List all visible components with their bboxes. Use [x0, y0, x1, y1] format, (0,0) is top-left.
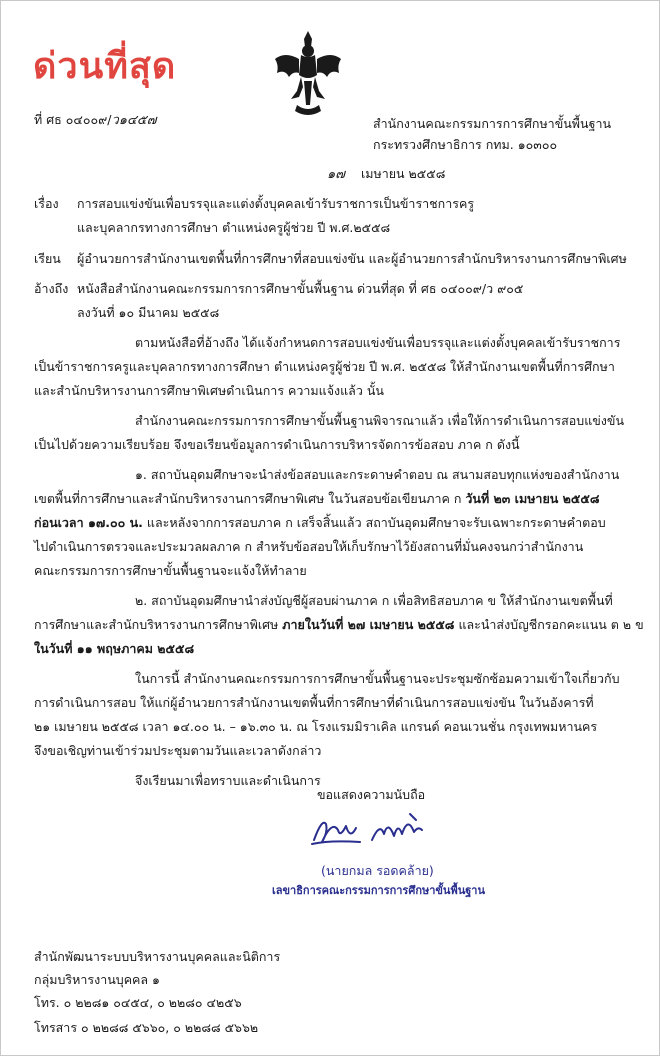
sender-office: สำนักงานคณะกรรมการการศึกษาขั้นพื้นฐาน — [373, 116, 612, 131]
item1-line-4: ไปดำเนินการตรวจและประมวลผลภาค ก สำหรับข้อสอบให้เก็บรักษาไว้ยังสถานที่มั่นคงจนกว่าสำนักงาน — [34, 539, 584, 554]
body-p3-line-2: การดำเนินการสอบ ให้แก่ผู้อำนวยการสำนักงานเขตพื้นที่การศึกษาที่ดำเนินการสอบแข่งขัน ในวันอังคารที่ — [34, 695, 594, 710]
body-p3-line-3: ๒๑ เมษายน ๒๕๕๘ เวลา ๑๔.๐๐ น. – ๑๖.๓๐ น. ณ โรงแรมมิราเคิล แกรนด์ คอนเวนชั่น กรุงเทพมหานคร — [34, 719, 598, 734]
date-day: ๑๗ — [327, 167, 346, 182]
item2-deadline: ภายในวันที่ ๒๗ เมษายน ๒๕๕๘ — [282, 617, 455, 632]
subject-line-2: และบุคลากรทางการศึกษา ตำแหน่งครูผู้ช่วย ปี พ.ศ.๒๕๕๘ — [77, 220, 391, 235]
body-p2-line-2: เป็นไปด้วยความเรียบร้อย จึงขอเรียนข้อมูลการดำเนินการบริหารจัดการข้อสอบ ภาค ก ดังนี้ — [34, 437, 520, 452]
reference-line-2: ลงวันที่ ๑๐ มีนาคม ๒๕๕๘ — [77, 305, 220, 320]
closing-request: จึงเรียนมาเพื่อทราบและดำเนินการ — [135, 773, 321, 788]
reference-line-1: หนังสือสำนักงานคณะกรรมการการศึกษาขั้นพื้นฐาน ด่วนที่สุด ที่ ศธ ๐๔๐๐๙/ว ๙๐๕ — [77, 281, 524, 296]
footer-phone: โทร. ๐ ๒๒๘๑ ๐๔๕๔, ๐ ๒๒๘๐ ๔๒๕๖ — [34, 995, 242, 1010]
item2-line-3: ในวันที่ ๑๑ พฤษภาคม ๒๕๕๘ — [34, 641, 195, 656]
item1-line-5: คณะกรรมการการศึกษาขั้นพื้นฐานจะแจ้งให้ทำลาย — [34, 563, 307, 578]
body-p1-line-1: ตามหนังสือที่อ้างถึง ได้แจ้งกำหนดการสอบแข่งขันเพื่อบรรจุและแต่งตั้งบุคคลเข้ารับราชการ — [135, 335, 621, 350]
item1-line-2 — [34, 491, 599, 507]
item1-line-1: ๑. สถาบันอุดมศึกษาจะนำส่งข้อสอบและกระดาษคำตอบ ณ สนามสอบทุกแห่งของสำนักงาน — [135, 467, 620, 482]
sender-address: กระทรวงศึกษาธิการ กทม. ๑๐๓๐๐ — [373, 137, 558, 152]
item2-line-2 — [34, 617, 644, 633]
body-p3-line-4: จึงขอเชิญท่านเข้าร่วมประชุมตามวันและเวลาดังกล่าว — [34, 743, 322, 758]
closing-phrase: ขอแสดงความนับถือ — [317, 787, 426, 802]
garuda-emblem-icon — [271, 29, 345, 117]
subject-line-1: การสอบแข่งขันเพื่อบรรจุและแต่งตั้งบุคคลเข้ารับราชการเป็นข้าราชการครู — [77, 196, 475, 211]
body-p2-line-1: สำนักงานคณะกรรมการการศึกษาขั้นพื้นฐานพิจารณาแล้ว เพื่อให้การดำเนินการสอบแข่งขัน — [135, 413, 624, 428]
body-p3-line-1: ในการนี้ สำนักงานคณะกรรมการการศึกษาขั้นพื้นฐานจะประชุมซักซ้อมความเข้าใจเกี่ยวกับ — [135, 671, 620, 686]
date-month-year: เมษายน ๒๕๕๘ — [360, 166, 446, 181]
item1-line-3-text: และหลังจากการสอบภาค ก เสร็จสิ้นแล้ว สถาบันอุดมศึกษาจะรับเฉพาะกระดาษคำตอบ — [142, 515, 606, 530]
reference-number-handwritten: ว๑๔๕๗ — [111, 113, 157, 128]
recipient-label: เรียน — [34, 251, 61, 266]
footer-unit: สำนักพัฒนาระบบบริหารงานบุคคลและนิติการ — [34, 949, 281, 964]
urgency-stamp: ด่วนที่สุด — [33, 46, 177, 87]
reference-number — [34, 112, 156, 129]
signer-name: (นายกมล รอดคล้าย) — [321, 863, 434, 878]
item2-line-2-text-a: การศึกษาและสำนักบริหารงานการศึกษาพิเศษ — [34, 617, 283, 632]
subject-label: เรื่อง — [34, 196, 59, 211]
body-p1-line-3: และสำนักบริหารงานการศึกษาพิเศษดำเนินการ ความแจ้งแล้ว นั้น — [34, 383, 384, 398]
signature-icon — [310, 810, 460, 852]
footer-fax: โทรสาร ๐ ๒๒๘๘ ๕๖๖๐, ๐ ๒๒๘๘ ๕๖๖๒ — [34, 1020, 259, 1035]
signer-title: เลขาธิการคณะกรรมการการศึกษาขั้นพื้นฐาน — [272, 884, 485, 897]
reference-label: อ้างถึง — [34, 281, 69, 296]
item1-line-2-text: เขตพื้นที่การศึกษาและสำนักบริหารงานการศึกษาพิเศษ ในวันสอบข้อเขียนภาค ก — [34, 491, 466, 506]
item1-deadline-time: ก่อนเวลา ๑๗.๐๐ น. — [34, 515, 143, 530]
item2-line-2-text-c: และนำส่งบัญชีกรอกคะแนน ต ๒ ข — [454, 617, 644, 632]
footer-group: กลุ่มบริหารงานบุคคล ๑ — [34, 972, 160, 987]
item2-line-1: ๒. สถาบันอุดมศึกษานำส่งบัญชีผู้สอบผ่านภาค ก เพื่อสิทธิสอบภาค ข ให้สำนักงานเขตพื้นที่ — [135, 593, 613, 608]
recipient-text: ผู้อำนวยการสำนักงานเขตพื้นที่การศึกษาที่สอบแข่งขัน และผู้อำนวยการสำนักบริหารงานการศึกษาพิเศษ — [77, 251, 627, 266]
item1-line-3 — [34, 515, 606, 531]
body-p1-line-2: เป็นข้าราชการครูและบุคลากรทางการศึกษา ตำแหน่งครูผู้ช่วย ปี พ.ศ. ๒๕๕๘ ให้สำนักงานเขตพื้นที่การศึกษา — [34, 359, 615, 374]
reference-prefix: ที่ ศธ ๐๔๐๐๙/ — [34, 112, 112, 127]
letter-date — [327, 166, 445, 183]
item1-exam-date: วันที่ ๒๓ เมษายน ๒๕๕๘ — [465, 491, 600, 506]
